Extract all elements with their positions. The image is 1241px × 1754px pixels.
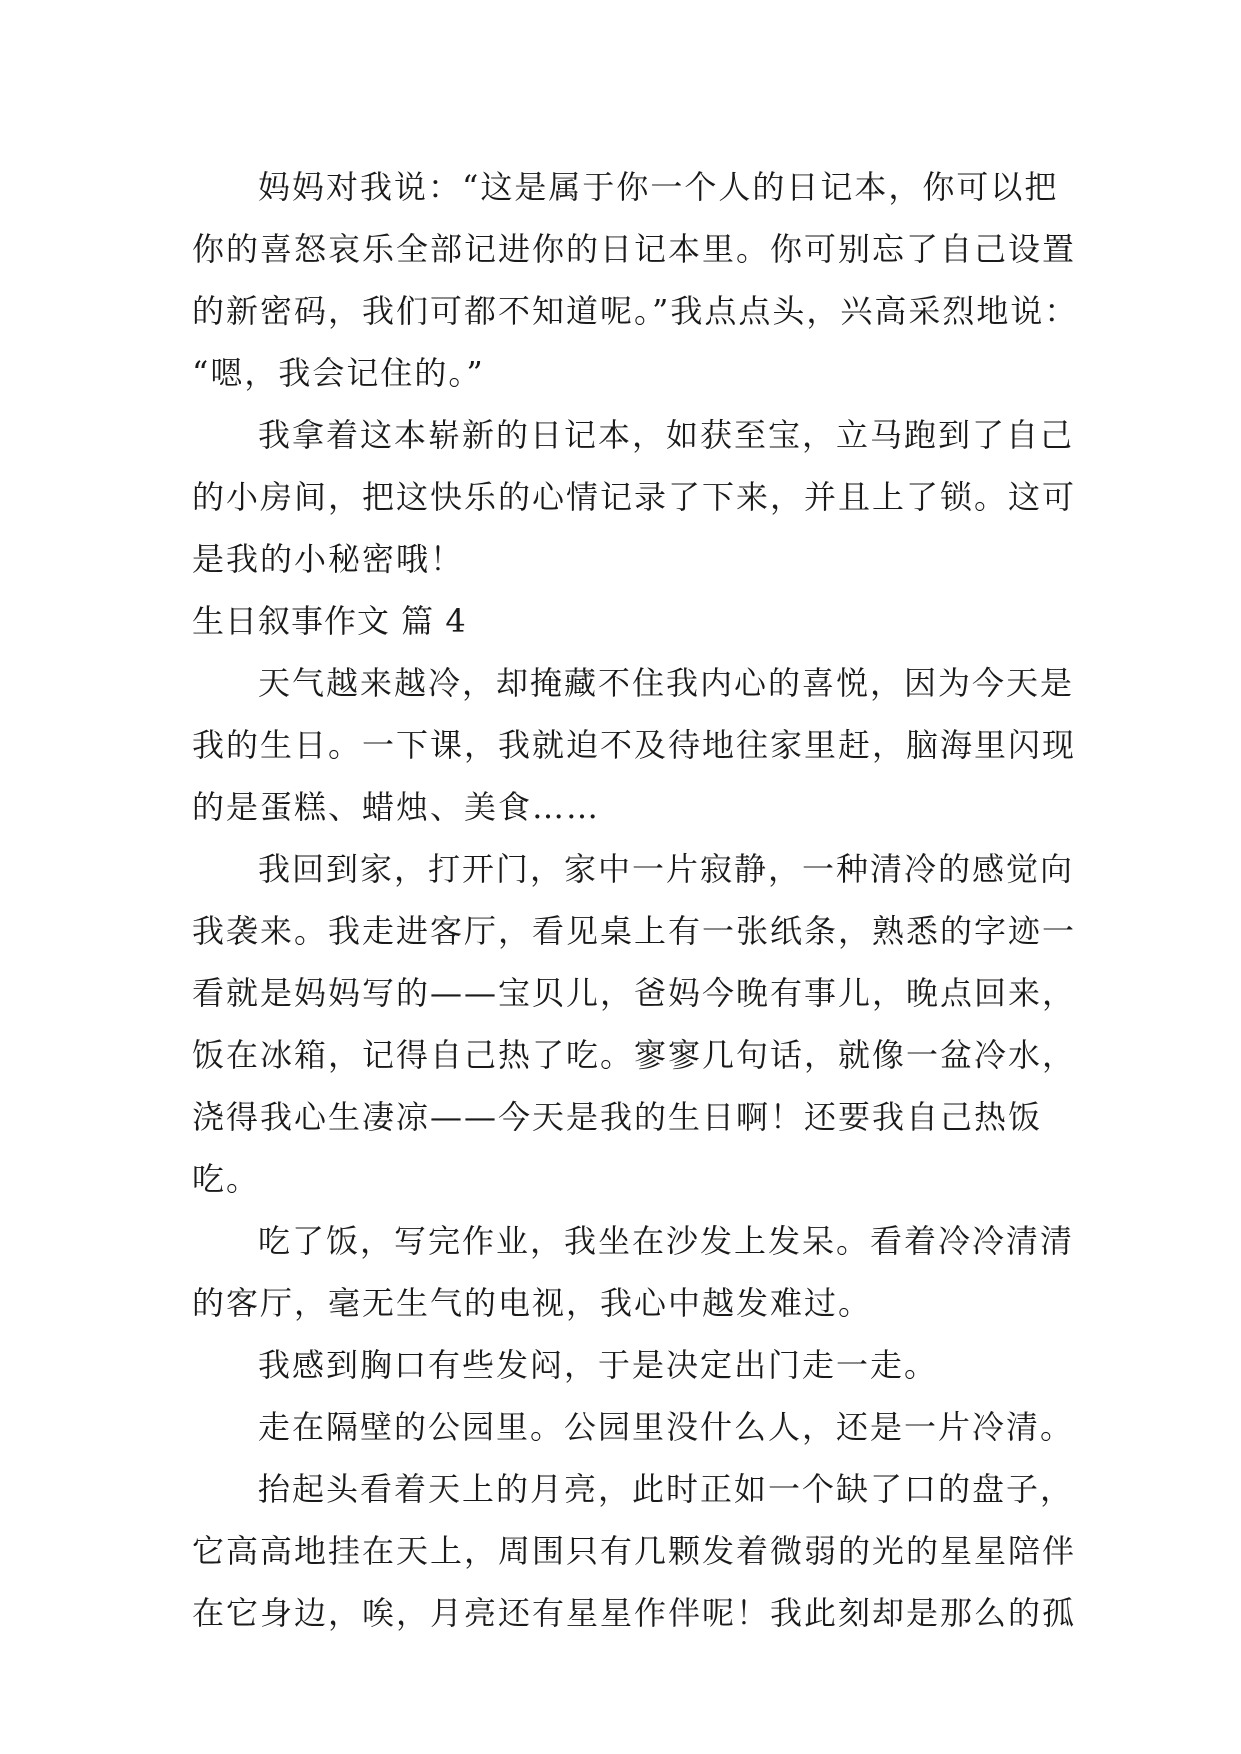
text-line: 走在隔壁的公园里。公园里没什么人，还是一片冷清。 [258, 1408, 1075, 1446]
text-line: 的是蛋糕、蜡烛、美食…… [192, 788, 601, 826]
text-line: 吃。 [192, 1160, 261, 1198]
text-line: 我回到家，打开门，家中一片寂静，一种清冷的感觉向 [258, 850, 1075, 888]
text-line: 我袭来。我走进客厅，看见桌上有一张纸条，熟悉的字迹一 [192, 912, 1077, 950]
text-line: 我的生日。一下课，我就迫不及待地往家里赶，脑海里闪现 [192, 726, 1077, 764]
text-line: 妈妈对我说：“这是属于你一个人的日记本，你可以把 [258, 168, 1059, 206]
text-line: 的小房间，把这快乐的心情记录了下来，并且上了锁。这可 [192, 478, 1077, 516]
text-line: 在它身边，唉，月亮还有星星作伴呢！我此刻却是那么的孤 [192, 1594, 1077, 1632]
text-line: 天气越来越冷，却掩藏不住我内心的喜悦，因为今天是 [258, 664, 1075, 702]
text-line: 饭在冰箱，记得自己热了吃。寥寥几句话，就像一盆冷水， [192, 1036, 1077, 1074]
text-line: 看就是妈妈写的——宝贝儿，爸妈今晚有事儿，晚点回来， [192, 974, 1077, 1012]
document-body [192, 156, 1092, 1644]
text-line: 我感到胸口有些发闷，于是决定出门走一走。 [258, 1346, 939, 1384]
text-line: 吃了饭，写完作业，我坐在沙发上发呆。看着冷冷清清 [258, 1222, 1075, 1260]
text-line: 的客厅，毫无生气的电视，我心中越发难过。 [192, 1284, 873, 1322]
text-line: 是我的小秘密哦！ [192, 540, 465, 578]
text-line: 我拿着这本崭新的日记本，如获至宝，立马跑到了自己 [258, 416, 1075, 454]
text-line: 的新密码，我们可都不知道呢。”我点点头，兴高采烈地说： [192, 292, 1079, 330]
text-line: 你的喜怒哀乐全部记进你的日记本里。你可别忘了自己设置 [192, 230, 1077, 268]
text-line: 抬起头看着天上的月亮，此时正如一个缺了口的盘子， [258, 1470, 1075, 1508]
text-line: 浇得我心生凄凉——今天是我的生日啊！还要我自己热饭 [192, 1098, 1043, 1136]
text-line: “嗯，我会记住的。” [192, 354, 485, 392]
text-line: 它高高地挂在天上，周围只有几颗发着微弱的光的星星陪伴 [192, 1532, 1077, 1570]
section-heading: 生日叙事作文 篇 4 [192, 602, 467, 640]
